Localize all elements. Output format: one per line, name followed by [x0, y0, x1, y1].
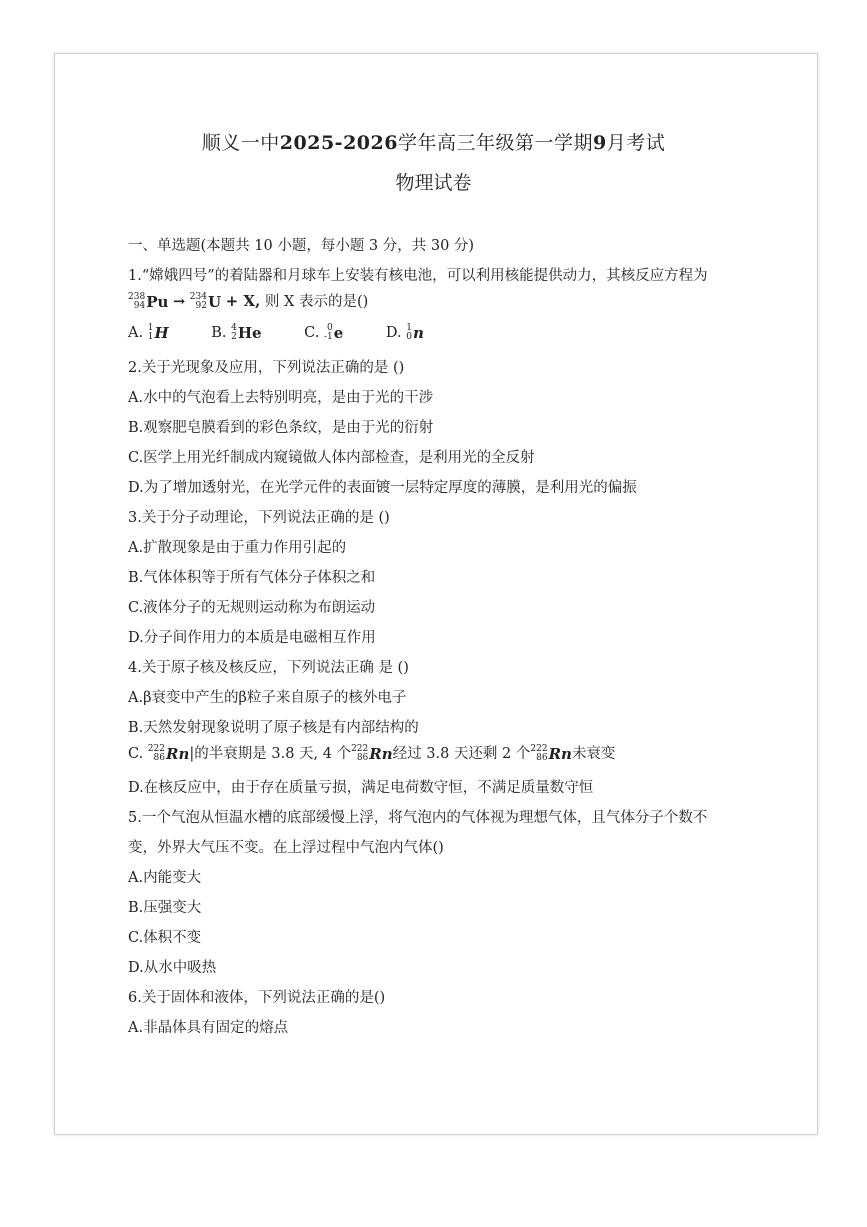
- q3-option-c[interactable]: C.液体分子的无规则运动称为布朗运动: [128, 600, 376, 616]
- q5-option-c[interactable]: C.体积不变: [128, 930, 202, 946]
- section-heading: 一、单选题(本题共 10 小题，每小题 3 分，共 30 分): [128, 238, 475, 254]
- title-school: 顺义一中: [201, 132, 280, 154]
- q1-option-d[interactable]: D. 1 0 n: [385, 323, 424, 342]
- q2-stem: 2.关于光现象及应用，下列说法正确的是 (): [128, 360, 405, 376]
- page-title: [0, 128, 867, 155]
- q1-equation: [128, 290, 368, 311]
- page-subtitle: 物理试卷: [395, 172, 472, 194]
- q5-stem-line1: 5.一个气泡从恒温水槽的底部缓慢上浮，将气泡内的气体视为理想气体，且气体分子个数不: [128, 810, 708, 826]
- arrow-icon: →: [172, 293, 186, 310]
- nuclide-u: 234 92 U: [189, 292, 222, 311]
- q5-option-a[interactable]: A.内能变大: [128, 870, 202, 886]
- q1-options: [128, 324, 462, 342]
- nuclide-rn: 222 86 Rn: [351, 744, 393, 763]
- title-month: 9: [592, 132, 607, 154]
- q4-option-c[interactable]: C. 222 86 Rn|的半衰期是 3.8 天, 4 个 222 86 Rn经过 3.8 天还剩 2 个 222 86 Rn未衰变: [128, 744, 616, 763]
- title-year: 2025-2026: [279, 132, 398, 154]
- q4-option-a[interactable]: A.β衰变中产生的β粒子来自原子的核外电子: [128, 690, 407, 706]
- q5-option-d[interactable]: D.从水中吸热: [128, 960, 217, 976]
- nuclide-rn: 222 86 Rn: [530, 744, 572, 763]
- q3-option-d[interactable]: D.分子间作用力的本质是电磁相互作用: [128, 630, 376, 646]
- q3-option-b[interactable]: B.气体体积等于所有气体分子体积之和: [128, 570, 376, 586]
- q1-option-c[interactable]: C. 0 -1 e: [304, 323, 344, 342]
- title-exam: 月考试: [606, 132, 666, 154]
- eq-tail: + X,: [225, 292, 261, 310]
- q3-stem: 3.关于分子动理论，下列说法正确的是 (): [128, 510, 390, 526]
- q3-option-a[interactable]: A.扩散现象是由于重力作用引起的: [128, 540, 347, 556]
- title-term: 学年高三年级第一学期: [397, 132, 593, 154]
- q4-stem: 4.关于原子核及核反应，下列说法正确 是 (): [128, 660, 409, 676]
- nuclide-rn: 222 86 Rn: [147, 744, 190, 763]
- q6-option-a[interactable]: A.非晶体具有固定的熔点: [128, 1020, 289, 1036]
- q2-option-a[interactable]: A.水中的气泡看上去特别明亮，是由于光的干涉: [128, 390, 434, 406]
- q1-option-a[interactable]: A. 1 1 H: [128, 323, 169, 342]
- q1-option-b[interactable]: B. 4 2 He: [211, 323, 262, 342]
- q5-option-b[interactable]: B.压强变大: [128, 900, 202, 916]
- eq-question: 则 X 表示的是(): [260, 294, 369, 310]
- q2-option-c[interactable]: C.医学上用光纤制成内窥镜做人体内部检查，是利用光的全反射: [128, 450, 535, 466]
- q4-option-d[interactable]: D.在核反应中，由于存在质量亏损，满足电荷数守恒，不满足质量数守恒: [128, 780, 594, 796]
- q4-option-b[interactable]: B.天然发射现象说明了原子核是有内部结构的: [128, 720, 419, 736]
- nuclide-pu: 238 94 Pu: [128, 292, 169, 311]
- q5-stem-line2: 变，外界大气压不变。在上浮过程中气泡内气体(): [128, 840, 444, 856]
- q6-stem: 6.关于固体和液体，下列说法正确的是(): [128, 990, 386, 1006]
- q2-option-d[interactable]: D.为了增加透射光，在光学元件的表面镀一层特定厚度的薄膜，是利用光的偏振: [128, 480, 637, 496]
- q1-stem: 1.“嫦娥四号”的着陆器和月球车上安装有核电池，可以利用核能提供动力，其核反应方程为: [128, 268, 708, 284]
- q2-option-b[interactable]: B.观察肥皂膜看到的彩色条纹，是由于光的衍射: [128, 420, 434, 436]
